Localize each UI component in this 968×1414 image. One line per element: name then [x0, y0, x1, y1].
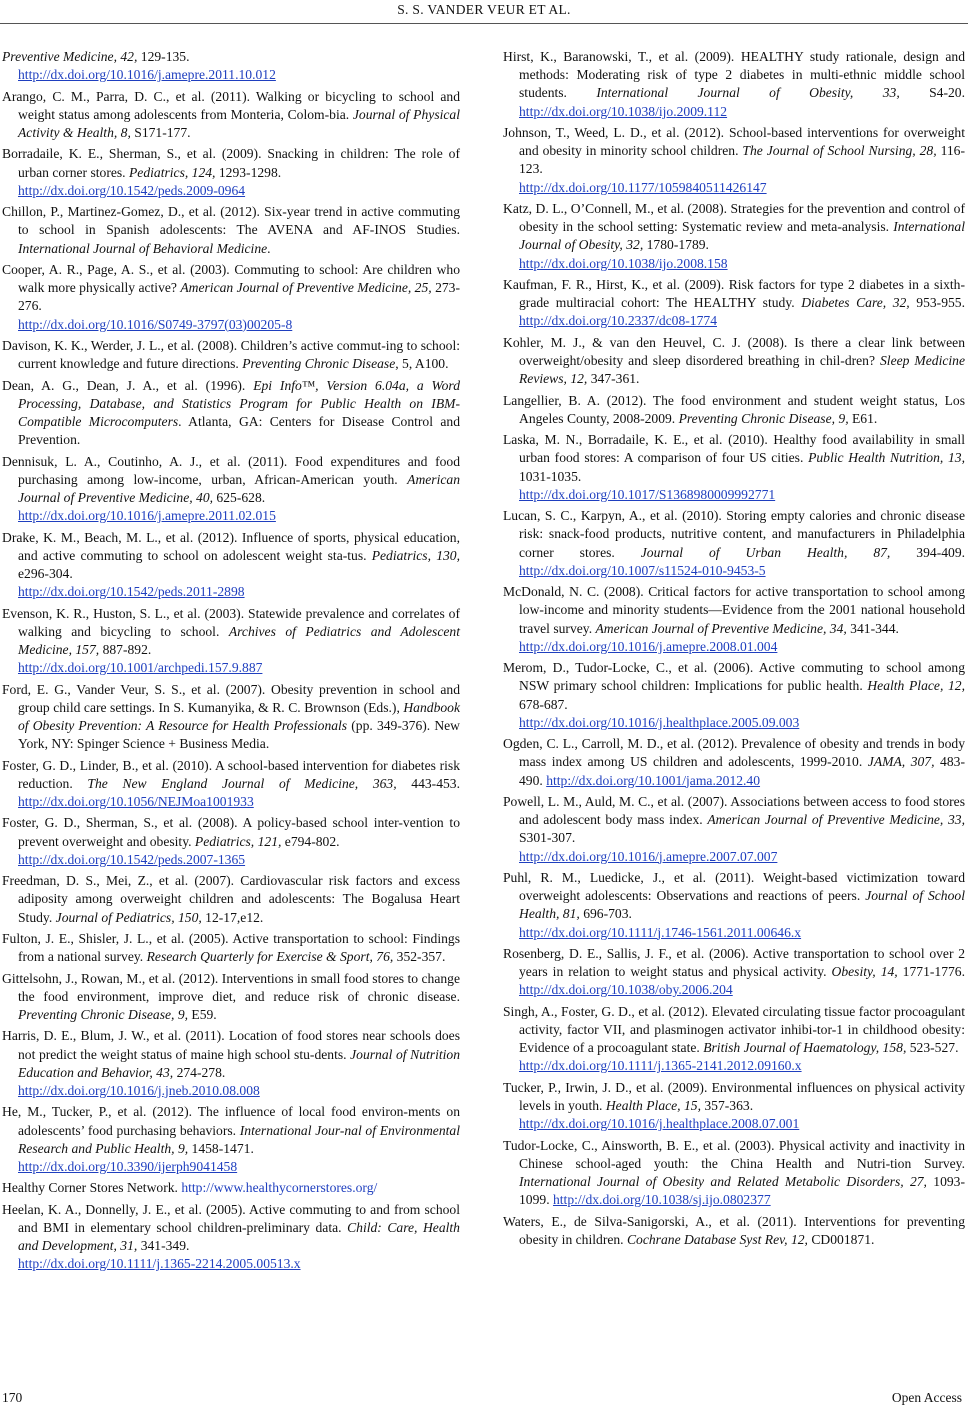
doi-link[interactable]: http://dx.doi.org/10.1177/1059840511426147	[519, 179, 767, 195]
references-right-column	[503, 48, 965, 1252]
reference-text: Kohler, M. J., & van den Heuvel, C. J. (2008). Is there a clear link between overweight/obesity and sleep disordered breathing in chil-dren?	[503, 334, 965, 368]
doi-link[interactable]: http://dx.doi.org/10.1016/j.jneb.2010.08.008	[18, 1082, 260, 1098]
reference-entry	[2, 1179, 460, 1197]
reference-tail: e794-802.	[281, 833, 340, 849]
reference-tail: 273-276.	[18, 280, 460, 314]
reference-journal: The Journal of School Nursing, 28,	[742, 143, 937, 159]
reference-entry	[2, 145, 460, 200]
doi-link[interactable]: http://dx.doi.org/10.1056/NEJMoa1001933	[18, 793, 254, 809]
reference-tail: 357-363.	[700, 1097, 754, 1113]
reference-entry	[2, 814, 460, 869]
reference-tail: .	[267, 240, 271, 256]
reference-entry	[2, 203, 460, 258]
reference-journal: Journal of Urban Health, 87,	[640, 544, 891, 560]
reference-text: Katz, D. L., O’Connell, M., et al. (2008). Strategies for the prevention and control of obesity in the school setting: Systematic review and meta-analysis.	[503, 201, 965, 235]
reference-tail: 341-349.	[137, 1238, 190, 1254]
reference-entry	[503, 945, 965, 1000]
reference-text: Evenson, K. R., Huston, S. L., et al. (2003). Statewide prevalence and correlates of walking and bicycling to school.	[2, 605, 460, 639]
reference-text: Davison, K. K., Werder, J. L., et al. (2008). Children’s active commut-ing to school: current knowledge and future directions.	[2, 337, 460, 372]
reference-text: McDonald, N. C. (2008). Critical factors for active transportation to school among low-income and minority students—Evidence from the 2001 national household travel survey.	[503, 584, 965, 636]
reference-text: Langellier, B. A. (2012). The food environment and student weight status, Los Angeles County, 2008-2009.	[503, 392, 965, 426]
reference-journal: American Journal of Preventive Medicine, 34,	[595, 620, 847, 636]
reference-journal: American Journal of Preventive Medicine, 33,	[707, 812, 965, 828]
reference-journal: Preventive Medicine, 42,	[2, 49, 138, 64]
reference-journal: Journal of School Health, 81,	[519, 888, 965, 922]
reference-text: Heelan, K. A., Donnelly, J. E., et al. (2005). Active commuting to and from school and BMI in elementary school children-preliminary data.	[2, 1201, 460, 1235]
reference-entry	[2, 48, 460, 84]
reference-tail: 1458-1471.	[188, 1140, 254, 1156]
running-head: S. S. VANDER VEUR ET AL.	[397, 2, 571, 17]
reference-tail: , 5, A100.	[395, 356, 449, 372]
reference-journal: Pediatrics, 130,	[371, 547, 460, 563]
reference-tail: 1771-1776.	[897, 964, 965, 980]
reference-tail: CD001871.	[807, 1231, 875, 1247]
reference-entry	[2, 453, 460, 526]
reference-entry	[503, 1003, 965, 1076]
doi-link[interactable]: http://dx.doi.org/10.1016/j.healthplace.2005.09.003	[519, 714, 800, 730]
reference-text: Fulton, J. E., Shisler, J. L., et al. (2005). Active transportation to school: Findings from a national survey.	[2, 930, 460, 965]
reference-text: Johnson, T., Weed, L. D., et al. (2012). School-based interventions for overweight and obesity in minority school children.	[503, 125, 965, 159]
doi-link[interactable]: http://dx.doi.org/10.1001/archpedi.157.9.887	[18, 660, 263, 676]
reference-text: Hirst, K., Baranowski, T., et al. (2009). HEALTHY study rationale, design and methods: Moderating risk of type 2 diabetes in multi-ethnic middle school students.	[503, 49, 965, 101]
reference-text: Gittelsohn, J., Rowan, M., et al. (2012). Interventions in small food stores to change the food environment, improve diet, and reduce risk of chronic disease.	[2, 970, 460, 1004]
reference-text: Foster, G. D., Linder, B., et al. (2010). A school-based intervention for diabetes risk reduction.	[2, 757, 460, 791]
reference-entry	[503, 735, 965, 790]
reference-tail: 352-357.	[393, 949, 446, 965]
reference-tail: 678-687.	[519, 696, 568, 712]
reference-entry	[2, 337, 460, 373]
reference-journal: Preventing Chronic Disease, 9,	[678, 410, 849, 426]
reference-entry	[503, 334, 965, 389]
reference-entry	[503, 869, 965, 942]
reference-journal: The New England Journal of Medicine, 363,	[87, 775, 397, 791]
doi-link[interactable]: http://dx.doi.org/10.1542/peds.2009-0964	[18, 182, 246, 198]
reference-entry	[2, 529, 460, 602]
header-rule	[0, 23, 968, 24]
reference-text: He, M., Tucker, P., et al. (2012). The influence of local food environ-ments on adolescents’ food purchasing behaviors.	[2, 1104, 460, 1138]
doi-link[interactable]: http://dx.doi.org/10.1038/ijo.2008.158	[519, 255, 728, 271]
reference-journal: Preventing Chronic Disease, 9,	[18, 1006, 189, 1022]
reference-journal: Cochrane Database Syst Rev, 12,	[626, 1231, 808, 1247]
reference-journal: Pediatrics, 124,	[128, 164, 216, 180]
reference-journal: Diabetes Care, 32,	[801, 295, 910, 311]
reference-text: Ford, E. G., Vander Veur, S. S., et al. (2007). Obesity prevention in school and group child care settings. In S. Kumanyika, & R. C. Brownson (Eds.),	[2, 681, 460, 715]
doi-link[interactable]: http://dx.doi.org/10.1111/j.1365-2214.2005.00513.x	[18, 1256, 301, 1272]
reference-tail: 523-527.	[906, 1040, 959, 1056]
reference-tail: S171-177.	[130, 125, 191, 140]
doi-link[interactable]: http://dx.doi.org/10.1016/j.amepre.2011.10.012	[18, 67, 276, 83]
reference-entry	[503, 276, 965, 331]
reference-entry	[2, 605, 460, 678]
reference-entry	[503, 431, 965, 504]
reference-tail: 129-135.	[137, 49, 190, 64]
reference-entry	[2, 757, 460, 812]
reference-tail: 274-278.	[173, 1064, 226, 1080]
publisher-label: Open Access	[891, 1390, 962, 1405]
reference-text: Singh, A., Foster, G. D., et al. (2012). Elevated circulating tissue factor procoagulant activity, factor VII, and plasminogen activator inhibi-tor-1 in childhood obesity: Evidence of a procoagulant state.	[503, 1003, 965, 1056]
reference-text: Powell, L. M., Auld, M. C., et al. (2007). Associations between access to food stores and adolescent body mass index.	[503, 793, 965, 828]
reference-text: Waters, E., de Silva-Sanigorski, A., et al. (2011). Interventions for preventing obesity in children.	[503, 1213, 965, 1247]
doi-link[interactable]: http://dx.doi.org/10.2337/dc08-1774	[519, 313, 717, 329]
reference-text: Kaufman, F. R., Hirst, K., et al. (2009). Risk factors for type 2 diabetes in a sixth-grade multiracial cohort: The HEALTHY study.	[503, 277, 965, 311]
reference-tail: (pp. 349-376). New York, NY: Spinger Science + Business Media.	[18, 717, 460, 752]
reference-tail: 696-703.	[579, 906, 632, 922]
reference-text: Tucker, P., Irwin, J. D., et al. (2009). Environmental influences on physical activity levels in youth.	[503, 1079, 965, 1113]
doi-link[interactable]: http://dx.doi.org/10.1016/S0749-3797(03)00205-8	[18, 316, 293, 332]
reference-journal: Health Place, 15,	[605, 1097, 701, 1113]
reference-text: Lucan, S. C., Karpyn, A., et al. (2010). Storing empty calories and chronic disease risk: snack-food products, nutritive content, and manufacturers in Philadelphia corner stores.	[503, 508, 965, 560]
reference-tail: e296-304.	[18, 565, 73, 581]
doi-link[interactable]: http://dx.doi.org/10.1016/j.amepre.2008.01.004	[519, 638, 778, 654]
reference-journal: Journal of Physical Activity & Health, 8,	[18, 106, 460, 140]
reference-text: Cooper, A. R., Page, A. S., et al. (2003). Commuting to school: Are children who walk more physically active?	[2, 261, 460, 296]
reference-text: Merom, D., Tudor-Locke, C., et al. (2006). Active commuting to school among NSW primary school children: Implications for public health.	[503, 660, 965, 694]
reference-entry	[2, 377, 460, 450]
reference-entry	[2, 930, 460, 966]
reference-tail: 347-361.	[587, 371, 640, 387]
reference-tail: . Atlanta, GA: Centers for Disease Control and Prevention.	[18, 413, 460, 448]
reference-journal: Journal of Nutrition Education and Behavior, 43,	[18, 1046, 460, 1080]
doi-link[interactable]: http://dx.doi.org/10.1038/sj.ijo.0802377	[552, 1192, 771, 1208]
reference-tail: S4-20.	[899, 85, 965, 101]
reference-entry	[503, 793, 965, 866]
doi-link[interactable]: http://dx.doi.org/10.1007/s11524-010-9453-5	[519, 562, 766, 578]
reference-text: Ogden, C. L., Carroll, M. D., et al. (2012). Prevalence of obesity and trends in body mass index among US children and adolescents, 1999-2010.	[503, 736, 965, 770]
reference-journal: Public Health Nutrition, 13,	[808, 450, 965, 466]
reference-text: Harris, D. E., Blum, J. W., et al. (2011). Location of food stores near schools does not predict the weight status of maine high school stu-dents.	[2, 1028, 460, 1062]
reference-entry	[503, 1213, 965, 1249]
reference-journal: International Journal of Obesity, 33,	[596, 85, 900, 101]
reference-tail: 1293-1298.	[215, 164, 282, 180]
reference-tail: 1031-1035.	[519, 468, 582, 484]
reference-tail: 12-17,e12.	[201, 909, 264, 925]
doi-link[interactable]: http://dx.doi.org/10.1542/peds.2011-2898	[18, 584, 245, 600]
reference-journal: International Journal of Behavioral Medicine	[18, 240, 268, 256]
reference-text: Arango, C. M., Parra, D. C., et al. (2011). Walking or bicycling to school and weight status among adolescents from Monteria, Colom-bia.	[2, 88, 460, 122]
doi-link[interactable]: http://dx.doi.org/10.1001/jama.2012.40	[546, 772, 761, 788]
reference-tail: 1093-1099.	[519, 1173, 965, 1208]
doi-link[interactable]: http://dx.doi.org/10.1017/S1368980009992771	[519, 486, 776, 502]
reference-tail: 116-123.	[519, 143, 966, 177]
reference-tail: 443-453.	[396, 775, 460, 791]
page-number: 170	[2, 1390, 23, 1405]
doi-link[interactable]: http://dx.doi.org/10.1016/j.healthplace.2008.07.001	[519, 1116, 800, 1132]
reference-journal: Journal of Pediatrics, 150,	[55, 909, 202, 925]
reference-entry	[2, 1201, 460, 1274]
reference-entry	[2, 261, 460, 334]
reference-journal: British Journal of Haematology, 158,	[703, 1040, 907, 1056]
reference-entry	[503, 1137, 965, 1210]
reference-text: Tudor-Locke, C., Ainsworth, B. E., et al. (2003). Physical activity and inactivity in Chinese school-aged youth: the China Health and Nutri-tion Survey.	[503, 1137, 965, 1171]
reference-entry	[503, 392, 965, 428]
reference-journal: Child: Care, Health and Development, 31,	[18, 1219, 460, 1254]
reference-tail: 483-490.	[519, 754, 965, 788]
reference-text: Dennisuk, L. A., Coutinho, A. J., et al. (2011). Food expenditures and food purchasing among low-income, urban, African-American youth.	[2, 453, 460, 487]
doi-link[interactable]: http://dx.doi.org/10.1038/ijo.2009.112	[519, 103, 728, 119]
reference-entry	[503, 200, 965, 273]
reference-entry	[503, 124, 965, 197]
reference-journal: Archives of Pediatrics and Adolescent Medicine, 157,	[18, 623, 460, 657]
reference-tail: 887-892.	[99, 641, 152, 657]
doi-link[interactable]: http://dx.doi.org/10.1016/j.amepre.2007.07.007	[519, 848, 778, 864]
doi-link[interactable]: http://dx.doi.org/10.3390/ijerph9041458	[18, 1158, 238, 1174]
reference-journal: International Journal of Obesity and Related Metabolic Disorders, 27,	[519, 1173, 927, 1189]
reference-journal: American Journal of Preventive Medicine, 40,	[18, 471, 460, 505]
reference-text: Healthy Corner Stores Network.	[2, 1180, 182, 1196]
reference-journal: Sleep Medicine Reviews, 12,	[519, 353, 965, 387]
reference-journal: American Journal of Preventive Medicine, 25,	[180, 280, 432, 296]
reference-entry	[503, 48, 965, 121]
reference-journal: JAMA, 307,	[867, 754, 935, 770]
doi-link[interactable]: http://dx.doi.org/10.1111/j.1746-1561.2011.00646.x	[519, 924, 802, 940]
reference-entry	[2, 1103, 460, 1176]
reference-tail: 394-409.	[890, 544, 966, 560]
reference-entry	[2, 1027, 460, 1100]
reference-journal: Obesity, 14,	[831, 964, 898, 980]
reference-journal: Research Quarterly for Exercise & Sport, 76,	[146, 949, 394, 965]
reference-entry	[2, 970, 460, 1025]
reference-text: Foster, G. D., Sherman, S., et al. (2008). A policy-based school inter-vention to prevent overweight and obesity.	[2, 815, 460, 849]
references-left-column	[2, 48, 460, 1277]
reference-entry	[2, 88, 460, 143]
reference-journal: International Jour-nal of Environmental Research and Public Health, 9,	[18, 1122, 460, 1156]
reference-journal: International Journal of Obesity, 32,	[519, 219, 965, 253]
reference-entry	[503, 1079, 965, 1134]
website-link[interactable]: http://www.healthycornerstores.org/	[181, 1180, 378, 1196]
reference-text: Laska, M. N., Borradaile, K. E., et al. (2010). Healthy food availability in small urban food stores: A comparison of four US cities.	[503, 432, 965, 466]
reference-entry	[503, 583, 965, 656]
doi-link[interactable]: http://dx.doi.org/10.1038/oby.2006.204	[519, 982, 733, 998]
doi-link[interactable]: http://dx.doi.org/10.1542/peds.2007-1365	[18, 851, 246, 867]
reference-journal: Pediatrics, 121,	[194, 833, 282, 849]
reference-tail: 625-628.	[213, 489, 266, 505]
reference-entry	[2, 872, 460, 927]
reference-tail: 953-955.	[909, 295, 965, 311]
reference-text: Freedman, D. S., Mei, Z., et al. (2007). Cardiovascular risk factors and excess adiposity among overweight children and adolescents: The Bogalusa Heart Study.	[2, 873, 460, 925]
reference-tail: E61.	[848, 410, 878, 426]
reference-text: Borradaile, K. E., Sherman, S., et al. (2009). Snacking in children: The role of urban corner stores.	[2, 146, 460, 180]
reference-entry	[2, 681, 460, 754]
reference-text: Puhl, R. M., Luedicke, J., et al. (2011). Weight-based victimization toward overweight adolescents: Observations and reactions of peers.	[503, 869, 965, 904]
reference-entry	[503, 507, 965, 580]
reference-journal: Health Place, 12,	[867, 678, 965, 694]
reference-journal: Epi Info™, Version 6.04a, a Word Processing, Database, and Statistics Program for Public Health on IBM-Compatible Microcomputers	[18, 377, 460, 429]
reference-tail: 341-344.	[846, 620, 899, 636]
reference-text: Rosenberg, D. E., Sallis, J. F., et al. (2006). Active transportation to school over 2 years in relation to weight status and physical activity.	[503, 945, 965, 980]
doi-link[interactable]: http://dx.doi.org/10.1111/j.1365-2141.2012.09160.x	[519, 1058, 802, 1074]
reference-text: Chillon, P., Martinez-Gomez, D., et al. (2012). Six-year trend in active commuting to school in Spanish adolescents: The AVENA and AF-INOS Studies.	[2, 204, 460, 238]
reference-journal: Preventing Chronic Disease	[242, 356, 396, 372]
reference-tail: E59.	[188, 1006, 217, 1022]
reference-text: Drake, K. M., Beach, M. L., et al. (2012). Influence of sports, physical education, and active commuting to school on adolescent weight sta-tus.	[2, 529, 460, 563]
doi-link[interactable]: http://dx.doi.org/10.1016/j.amepre.2011.02.015	[18, 508, 276, 524]
reference-tail: 1780-1789.	[643, 237, 709, 253]
reference-text: Dean, A. G., Dean, J. A., et al. (1996).	[2, 377, 254, 393]
reference-tail: S301-307.	[519, 830, 576, 846]
reference-journal: Handbook of Obesity Prevention: A Resource for Health Professionals	[18, 699, 460, 733]
reference-entry	[503, 659, 965, 732]
